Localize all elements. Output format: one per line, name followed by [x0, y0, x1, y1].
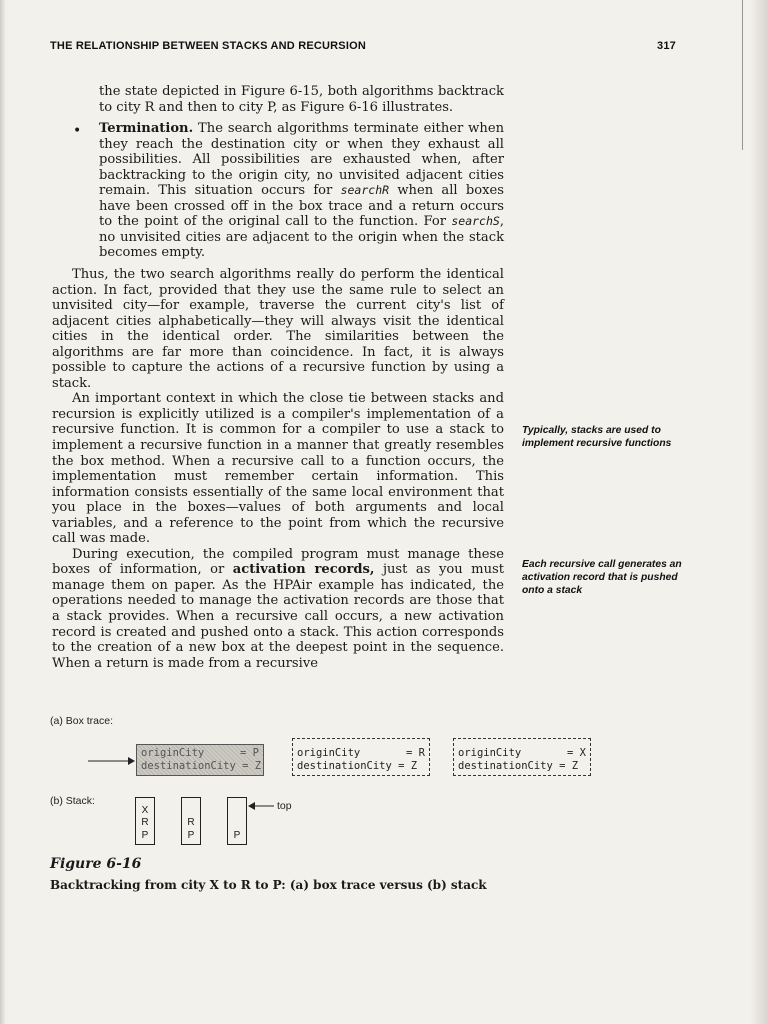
running-head-title: THE RELATIONSHIP BETWEEN STACKS AND RECURSION: [50, 40, 366, 52]
paragraph-3-a: During execution, the compiled program must manage these boxes of information, or: [52, 546, 504, 578]
bullet-term: Termination.: [99, 121, 194, 136]
page-edge-shadow: [0, 0, 6, 1024]
stack-snapshot-3: [227, 797, 247, 845]
stack-snapshot-2: [181, 797, 201, 845]
activation-record-p: [136, 744, 264, 776]
record-origin-label: originCity: [297, 747, 361, 759]
paragraph-2: An important context in which the close tie between stacks and recursion is explicitly utilized is a compiler's implementation of a recursive function. It is common for a compiler to use a stack to implement a recursive function in a manner that greatly resembles the box method. When a recursive call to a function occurs, the implementation must remember certain information. This information consists essentially of the same local environment that you place in the boxes—values of both arguments and local variables, and a reference to the point from which the recursive call was made.: [52, 391, 504, 547]
bullet-text-2: when all boxes have been crossed off in the box trace and a return occurs to the point of the original call to the function. For: [99, 183, 504, 230]
record-origin-value: = X: [567, 747, 586, 759]
figure-caption-title: Figure 6-16: [50, 856, 142, 872]
record-origin-value: = R: [406, 747, 425, 759]
stack-item: X: [141, 804, 149, 816]
bullet-code-2: searchS: [451, 214, 500, 229]
body-paragraphs: [52, 267, 504, 671]
record-origin-label: originCity: [458, 747, 522, 759]
paragraph-3: [52, 547, 504, 671]
paragraph-1: Thus, the two search algorithms really do perform the identical action. In fact, provided that they use the same rule to select an unvisited city—for example, traverse the current city's list of adjacent cities alphabetically—they will always visit the identical cities in the identical order. The similarities between the algorithms are far more than coincidence. In fact, it is always possible to capture the actions of a recursive function by using a stack.: [52, 267, 504, 391]
bullet-text-1: The search algorithms terminate either when they reach the destination city or when they exhaust all possibilities. All possibilities are exhausted when, after backtracking to the origin city, no unvisited adjacent cities remain. This situation occurs for: [99, 121, 504, 199]
termination-bullet: [99, 121, 504, 261]
record-origin-value: = P: [240, 747, 259, 759]
figure-caption-text: Backtracking from city X to R to P: (a) box trace versus (b) stack: [50, 878, 487, 892]
activation-record-r: [292, 738, 430, 776]
stack-item: P: [187, 829, 195, 841]
record-destination: destinationCity = Z: [297, 760, 418, 772]
record-destination: destinationCity = Z: [458, 760, 579, 772]
intro-paragraph: [99, 84, 504, 115]
page-number: 317: [657, 40, 676, 52]
stack-item: P: [233, 829, 241, 841]
figure-label-stack: (b) Stack:: [50, 795, 95, 807]
running-head: [50, 40, 676, 52]
margin-note-activation: Each recursive call generates an activation record that is pushed onto a stack: [522, 559, 682, 597]
bullet-text-3: , no unvisited cities are adjacent to the origin when the stack becomes empty.: [99, 214, 504, 261]
top-pointer-arrow-icon: [248, 801, 274, 811]
margin-note-stacks: Typically, stacks are used to implement recursive functions: [522, 425, 672, 450]
entry-arrow-icon: [88, 755, 136, 767]
stack-item: P: [141, 829, 149, 841]
top-label: top: [277, 800, 292, 812]
bullet-code-1: searchR: [340, 183, 390, 198]
stack-item: R: [141, 817, 149, 828]
stack-snapshot-1: [135, 797, 155, 845]
paragraph-3-b: just as you must manage them on paper. As the HPAir example has indicated, the operations needed to manage the activation records are those that a stack provides. When a recursive call occurs, a new activation record is created and pushed onto a stack. This action corresponds to the creation of a new box at the deepest point in the sequence. When a return is made from a recursive: [52, 562, 504, 671]
page-right-rule: [742, 0, 743, 150]
stack-item: R: [187, 817, 195, 828]
record-origin-label: originCity: [141, 747, 205, 759]
page-right-edge: [750, 0, 768, 1024]
intro-text: the state depicted in Figure 6-15, both algorithms backtrack to city R and then to city P, as Figure 6-16 illustrates.: [99, 84, 504, 115]
activation-records-term: activation records,: [232, 562, 375, 578]
bullet-dot-icon: •: [73, 123, 82, 139]
figure-label-box-trace: (a) Box trace:: [50, 715, 114, 727]
record-destination: destinationCity = Z: [141, 760, 262, 772]
activation-record-x: [453, 738, 591, 776]
